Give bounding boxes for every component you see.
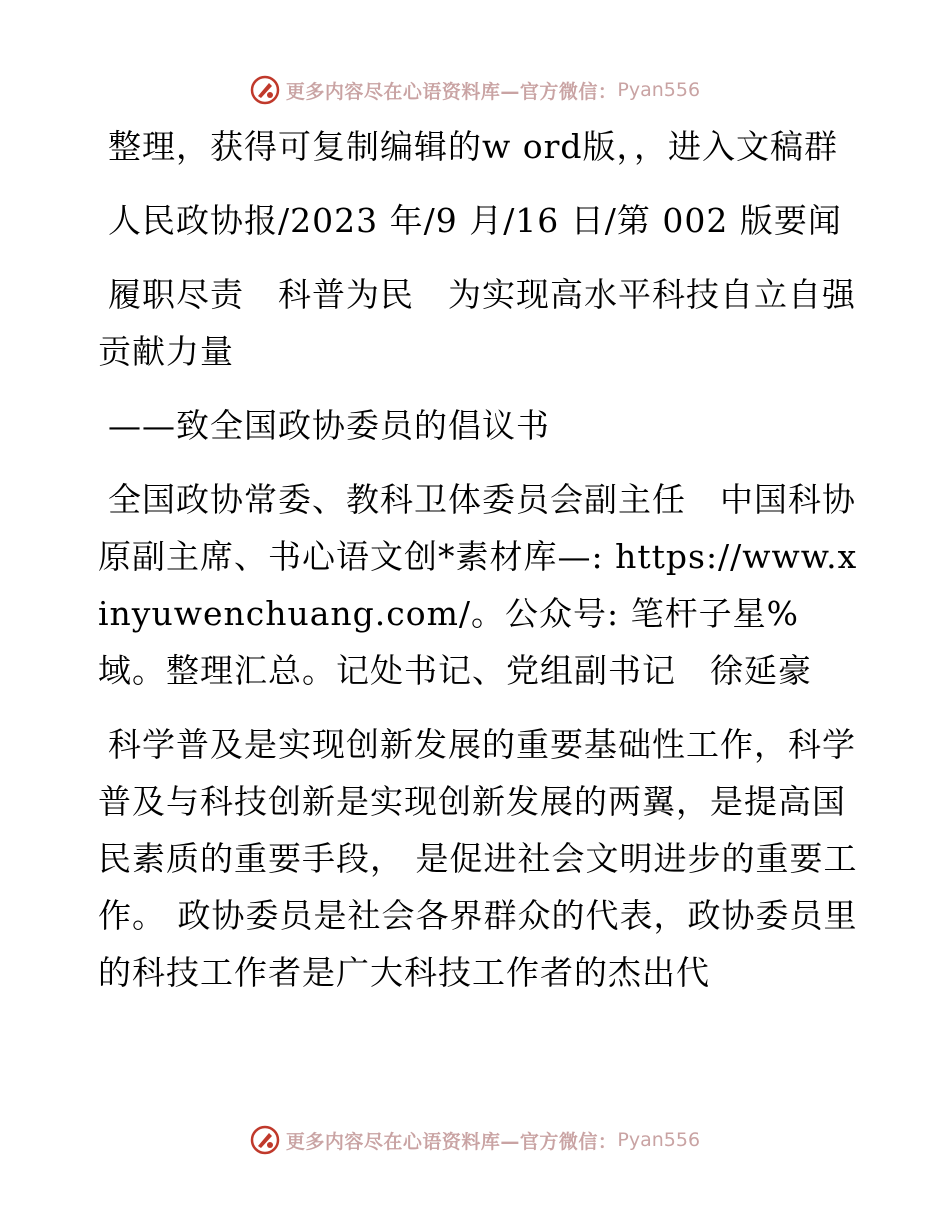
watermark-text: 更多内容尽在心语资料库—官方微信： xyxy=(285,80,618,103)
header-watermark xyxy=(0,72,950,108)
paragraph-author: 全国政协常委、教科卫体委员会副主任 中国科协原副主席、书心语文创*素材库—: https://www.xinyuwenchuang.com/。公众号: 笔杆子星%域。整理汇总。记处书记、党组副书记 徐延豪 xyxy=(98,480,858,690)
watermark-text: 更多内容尽在心语资料库—官方微信： xyxy=(285,1130,618,1153)
paragraph-source-line: 人民政协报/2023 年/9 月/16 日/第 002 版要闻 xyxy=(108,201,842,240)
paragraph-intro-note: 整理，获得可复制编辑的w ord版，，进入文稿群 xyxy=(108,127,839,166)
paragraph-subheadline: ——致全国政协委员的倡议书 xyxy=(108,406,550,445)
document-body xyxy=(98,118,858,1018)
wechat-id: Pyan556 xyxy=(617,1129,701,1151)
paragraph-headline: 履职尽责 科普为民 为实现高水平科技自立自强贡献力量 xyxy=(98,275,856,371)
wechat-id: Pyan556 xyxy=(617,79,701,101)
red-seal-logo-icon xyxy=(250,1125,280,1155)
footer-watermark xyxy=(0,1122,950,1158)
paragraph-body: 科学普及是实现创新发展的重要基础性工作，科学普及与科技创新是实现创新发展的两翼，是提高国民素质的重要手段， 是促进社会文明进步的重要工作。 政协委员是社会各界群众的代表，政协委员里的科技工作者是广大科技工作者的杰出代 xyxy=(98,725,858,992)
red-seal-logo-icon xyxy=(250,75,280,105)
